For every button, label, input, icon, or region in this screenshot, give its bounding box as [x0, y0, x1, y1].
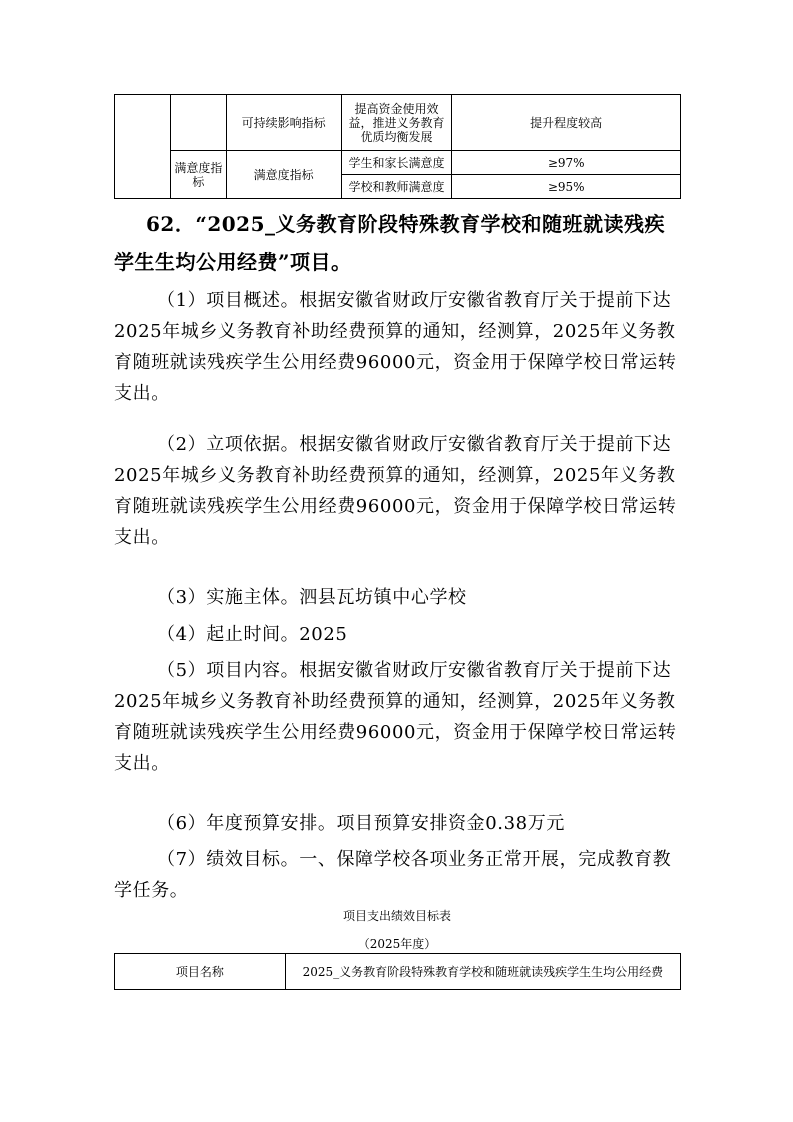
table-cell: 满意度指标: [226, 151, 341, 199]
project-name-value: 2025_义务教育阶段特殊教育学校和随班就读残疾学生生均公用经费: [285, 954, 680, 990]
table-cell: 可持续影响指标: [226, 95, 341, 151]
paragraph-budget: （6）年度预算安排。项目预算安排资金0.38万元: [157, 813, 565, 834]
table-cell-empty: [170, 95, 226, 151]
table-cell: 满意度指标: [170, 151, 226, 199]
table-cell: 学生和家长满意度: [341, 151, 452, 175]
table-caption: 项目支出绩效目标表: [342, 909, 451, 923]
table-cell: 学校和教师满意度: [341, 175, 452, 199]
table-cell: 提升程度较高: [452, 95, 681, 151]
paragraph-basis: （2）立项依据。根据安徽省财政厅安徽省教育厅关于提前下达2025年城乡义务教育补助经费预算的通知，经测算，2025年义务教育随班就读残疾学生公用经费96000元，资金用于保障学校日常运转支出。: [114, 434, 677, 548]
paragraph-goal: （7）绩效目标。一、保障学校各项业务正常开展，完成教育教学任务。: [114, 849, 672, 901]
paragraph-content: （5）项目内容。根据安徽省财政厅安徽省教育厅关于提前下达2025年城乡义务教育补助经费预算的通知，经测算，2025年义务教育随班就读残疾学生公用经费96000元，资金用于保障学校日常运转支出。: [114, 660, 677, 774]
section-heading: 62．“2025_义务教育阶段特殊教育学校和随班就读残疾学生生均公用经费”项目。: [114, 212, 665, 274]
project-goal-table: [114, 953, 681, 990]
table-cell: ≥97%: [452, 151, 681, 175]
table-subcaption: （2025年度）: [357, 937, 437, 951]
table-cell: ≥95%: [452, 175, 681, 199]
table-cell: 提高资金使用效益，推进义务教育优质均衡发展: [341, 95, 452, 151]
paragraph-implementer: （3）实施主体。泗县瓦坊镇中心学校: [157, 587, 467, 608]
paragraph-period: （4）起止时间。2025: [157, 624, 348, 645]
performance-indicator-table: [114, 94, 681, 199]
project-name-label: 项目名称: [115, 954, 286, 990]
table-cell-empty: [115, 95, 171, 199]
paragraph-overview: （1）项目概述。根据安徽省财政厅安徽省教育厅关于提前下达2025年城乡义务教育补助经费预算的通知，经测算，2025年义务教育随班就读残疾学生公用经费96000元，资金用于保障学校日常运转支出。: [114, 290, 677, 404]
